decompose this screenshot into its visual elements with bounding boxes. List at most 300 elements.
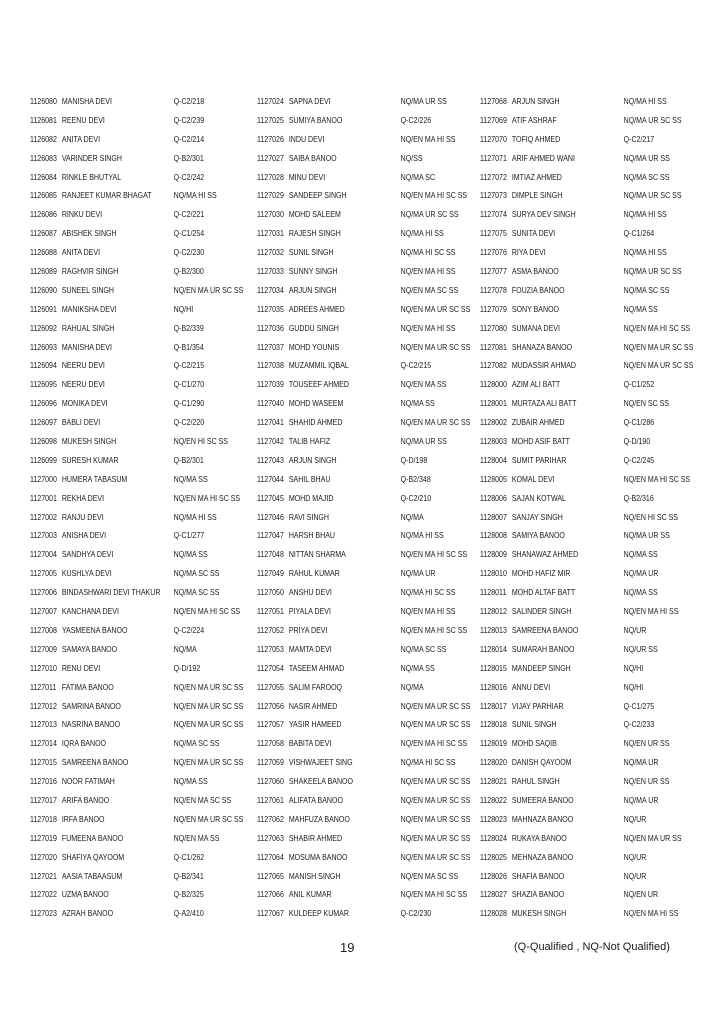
result-status: NQ/MA [400,512,424,522]
result-status: Q-C1/286 [623,418,655,428]
result-row [480,868,669,887]
result-row [480,263,682,282]
result-row [30,565,219,584]
roll-number: 1126086 [30,210,57,220]
candidate-name: MOSUMA BANOO [288,852,348,862]
roll-number: 1128028 [480,909,507,919]
result-row [30,282,244,301]
candidate-name: ALIFATA BANOO [288,795,343,805]
roll-number: 1127033 [257,267,284,277]
result-row [480,357,694,376]
candidate-name: PIYALA DEVI [288,607,331,617]
result-row [480,584,669,603]
roll-number: 1126083 [30,153,57,163]
roll-number: 1127066 [257,890,284,900]
candidate-name: MOHD SALEEM [288,210,341,220]
result-status: Q-C1/264 [623,229,655,239]
result-status: Q-C2/220 [173,418,205,428]
roll-number: 1127077 [480,267,507,277]
roll-number: 1126080 [30,97,57,106]
roll-number: 1127025 [257,115,284,125]
roll-number: 1128025 [480,852,507,862]
candidate-name: NOOR FATIMAH [61,777,115,787]
roll-number: 1127015 [30,758,57,768]
roll-number: 1127017 [30,795,57,805]
result-row [480,93,669,112]
result-row [30,320,219,339]
result-status: NQ/MA SC SS [173,739,220,749]
candidate-name: SURESH KUMAR [61,455,119,465]
result-row [480,754,669,773]
result-status: NQ/EN MA UR SC SS [173,285,244,295]
roll-number: 1128001 [480,399,507,409]
candidate-name: MOHD YOUNIS [288,342,340,352]
candidate-name: MAMTA DEVI [288,644,332,654]
roll-number: 1127027 [257,153,284,163]
candidate-name: GUDDU SINGH [288,323,339,333]
candidate-name: SAMREENA BANOO [61,758,129,768]
result-row [257,565,446,584]
candidate-name: SAHIL BHAU [288,474,331,484]
roll-number: 1127005 [30,569,57,579]
candidate-name: RIYA DEVI [511,248,546,258]
roll-number: 1128021 [480,777,507,787]
candidate-name: VIJAY PARHIAR [511,701,564,711]
candidate-name: SUNNY SINGH [288,267,338,277]
roll-number: 1128024 [480,833,507,843]
roll-number: 1128002 [480,418,507,428]
result-status: NQ/MA SS [623,588,658,598]
candidate-name: HUMERA TABASUM [61,474,128,484]
roll-number: 1126084 [30,172,57,182]
result-status: NQ/MA HI SS [173,512,217,522]
roll-number: 1127021 [30,871,57,881]
result-row [480,735,669,754]
roll-number: 1127080 [480,323,507,333]
result-row [480,830,682,849]
result-row [30,735,219,754]
result-status: NQ/MA UR SS [400,97,447,106]
result-row [30,244,219,263]
candidate-name: MAHFUZA BANOO [288,814,350,824]
roll-number: 1127009 [30,644,57,654]
candidate-name: AZIM ALI BATT [511,380,561,390]
result-status: Q-C1/277 [173,531,205,541]
result-status: NQ/EN MA UR SS [623,833,682,843]
result-status: NQ/MA SS [173,550,208,560]
result-row [30,830,219,849]
roll-number: 1128022 [480,795,507,805]
result-status: Q-C2/217 [623,134,655,144]
result-row [257,301,471,320]
roll-number: 1127073 [480,191,507,201]
candidate-name: RUKAYA BANOO [511,833,567,843]
roll-number: 1127003 [30,531,57,541]
candidate-name: MUDASSIR AHMAD [511,361,576,371]
roll-number: 1127065 [257,871,284,881]
result-status: Q-C1/262 [173,852,205,862]
result-row [480,471,691,490]
candidate-name: RANJEET KUMAR BHAGAT [61,191,152,201]
results-column-2 [257,93,477,924]
candidate-name: BABITA DEVI [288,739,332,749]
roll-number: 1127079 [480,304,507,314]
candidate-name: PRIYA DEVI [288,625,328,635]
roll-number: 1127075 [480,229,507,239]
result-status: Q-B2/339 [173,323,204,333]
roll-number: 1126097 [30,418,57,428]
roll-number: 1127059 [257,758,284,768]
candidate-name: SAJAN KOTWAL [511,493,566,503]
result-row [257,339,471,358]
result-status: NQ/EN MA HI SC SS [173,493,241,503]
result-status: NQ/EN MA SC SS [173,795,232,805]
result-status: NQ/EN MA UR SC SS [400,795,471,805]
result-status: NQ/MA HI SC SS [400,758,456,768]
roll-number: 1127000 [30,474,57,484]
result-status: NQ/UR [623,852,647,862]
result-row [30,414,219,433]
roll-number: 1127020 [30,852,57,862]
result-status: NQ/EN MA UR SC SS [623,361,694,371]
result-row [257,905,446,924]
result-row [480,225,669,244]
roll-number: 1128006 [480,493,507,503]
roll-number: 1127032 [257,248,284,258]
result-row [257,225,446,244]
roll-number: 1127049 [257,569,284,579]
candidate-name: ARJUN SINGH [511,97,560,106]
result-status: NQ/MA HI SS [400,229,444,239]
result-status: NQ/MA HI SS [400,531,444,541]
result-status: NQ/EN HI SC SS [173,437,229,447]
roll-number: 1128008 [480,531,507,541]
result-row [257,830,471,849]
roll-number: 1126089 [30,267,57,277]
result-status: NQ/EN MA HI SC SS [623,474,691,484]
result-status: NQ/MA HI SS [623,248,667,258]
candidate-name: SHABIR AHMED [288,833,343,843]
candidate-name: YASIR HAMEED [288,720,342,730]
roll-number: 1128005 [480,474,507,484]
result-status: NQ/EN MA HI SS [400,267,456,277]
result-row [480,849,669,868]
candidate-name: ZUBAIR AHMED [511,418,565,428]
result-status: NQ/EN HI SC SS [623,512,679,522]
roll-number: 1127036 [257,323,284,333]
candidate-name: TALIB HAFIZ [288,437,331,447]
result-row [480,792,669,811]
candidate-name: SHANAWAZ AHMED [511,550,579,560]
candidate-name: NEERU DEVI [61,361,105,371]
roll-number: 1127050 [257,588,284,598]
roll-number: 1127055 [257,682,284,692]
result-status: NQ/EN MA UR SC SS [173,814,244,824]
result-status: Q-C2/214 [173,134,205,144]
candidate-name: SUMARAH BANOO [511,644,575,654]
result-row [257,603,456,622]
result-row [480,414,669,433]
result-status: NQ/MA UR SC SS [400,210,459,220]
result-status: Q-C2/226 [400,115,432,125]
roll-number: 1127008 [30,625,57,635]
roll-number: 1127034 [257,285,284,295]
candidate-name: MOHD WASEEM [288,399,344,409]
result-status: NQ/EN MA UR SC SS [400,777,471,787]
result-status: NQ/MA SS [623,550,658,560]
roll-number: 1127037 [257,342,284,352]
candidate-name: MANIKSHA DEVI [61,304,117,314]
result-status: NQ/EN MA UR SC SS [400,720,471,730]
result-row [257,414,471,433]
result-status: Q-C2/242 [173,172,205,182]
result-status: Q-B2/341 [173,871,204,881]
candidate-name: ASMA BANOO [511,267,559,277]
candidate-name: MUKESH SINGH [511,909,567,919]
result-row [30,490,241,509]
roll-number: 1127054 [257,663,284,673]
roll-number: 1126098 [30,437,57,447]
result-status: NQ/EN UR [623,890,659,900]
roll-number: 1126081 [30,115,57,125]
result-row [480,244,669,263]
result-row [480,376,669,395]
result-row [480,716,669,735]
result-status: NQ/EN MA HI SC SS [400,625,468,635]
roll-number: 1128014 [480,644,507,654]
result-row [257,376,446,395]
candidate-name: SHAFIYA QAYOOM [61,852,125,862]
roll-number: 1127013 [30,720,57,730]
result-row [30,433,229,452]
result-status: NQ/MA SS [173,777,208,787]
result-row [257,452,446,471]
result-row [257,792,471,811]
candidate-name: SUMEERA BANOO [511,795,574,805]
candidate-name: MEHNAZA BANOO [511,852,574,862]
result-status: NQ/EN MA SS [400,380,447,390]
result-row [480,565,669,584]
result-row [30,584,219,603]
result-row [30,622,219,641]
result-row [30,811,244,830]
candidate-name: REKHA DEVI [61,493,105,503]
candidate-name: RAHUL KUMAR [288,569,340,579]
result-status: NQ/EN MA UR SC SS [400,814,471,824]
roll-number: 1126094 [30,361,57,371]
candidate-name: SUMIYA BANOO [288,115,343,125]
result-status: Q-B2/325 [173,890,204,900]
result-status: NQ/MA UR [400,569,436,579]
result-status: NQ/EN MA HI SC SS [400,191,468,201]
result-row [30,641,219,660]
candidate-name: SONY BANOO [511,304,560,314]
result-status: NQ/MA SC [400,172,436,182]
roll-number: 1128015 [480,663,507,673]
result-status: NQ/UR [623,871,647,881]
roll-number: 1127072 [480,172,507,182]
roll-number: 1127030 [257,210,284,220]
result-status: NQ/MA HI SC SS [400,588,456,598]
result-status: NQ/EN MA HI SS [400,134,456,144]
result-status: Q-C2/221 [173,210,205,220]
result-row [257,754,456,773]
result-row [257,716,471,735]
result-status: NQ/HI [623,663,644,673]
result-row [480,641,669,660]
result-row [480,546,669,565]
result-row [30,716,244,735]
roll-number: 1127019 [30,833,57,843]
candidate-name: RENU DEVI [61,663,101,673]
candidate-name: BINDASHWARI DEVI THAKUR [61,588,161,598]
roll-number: 1127076 [480,248,507,258]
result-status: NQ/MA SC SS [173,588,220,598]
result-status: Q-C2/215 [173,361,205,371]
result-row [257,509,446,528]
result-status: Q-C1/270 [173,380,205,390]
result-row [30,150,219,169]
candidate-name: RAHUL SINGH [511,777,560,787]
result-status: Q-C2/210 [400,493,432,503]
candidate-name: INDU DEVI [288,134,325,144]
candidate-name: RAVI SINGH [288,512,329,522]
result-row [30,112,219,131]
candidate-name: MAHNAZA BANOO [511,814,574,824]
candidate-name: MONIKA DEVI [61,399,108,409]
roll-number: 1127060 [257,777,284,787]
roll-number: 1127052 [257,625,284,635]
candidate-name: SUNIL SINGH [511,720,557,730]
roll-number: 1126096 [30,399,57,409]
result-status: NQ/EN MA HI SC SS [623,323,691,333]
candidate-name: REENU DEVI [61,115,105,125]
result-row [30,603,241,622]
result-status: NQ/EN MA HI SS [623,909,679,919]
candidate-name: TOUSEEF AHMED [288,380,349,390]
result-status: NQ/MA SS [173,474,208,484]
roll-number: 1126085 [30,191,57,201]
result-status: NQ/MA HI SS [623,210,667,220]
roll-number: 1128003 [480,437,507,447]
result-row [480,886,669,905]
candidate-name: ANSHU DEVI [288,588,332,598]
result-status: NQ/EN MA SS [173,833,220,843]
result-status: NQ/MA UR SS [623,153,670,163]
candidate-name: BABLI DEVI [61,418,101,428]
result-status: Q-B1/354 [173,342,204,352]
candidate-name: RAJESH SINGH [288,229,341,239]
roll-number: 1127043 [257,455,284,465]
candidate-name: IQRA BANOO [61,739,107,749]
result-row [480,679,669,698]
roll-number: 1127040 [257,399,284,409]
candidate-name: SURYA DEV SINGH [511,210,576,220]
results-column-3 [480,93,700,924]
result-row [257,112,446,131]
roll-number: 1128018 [480,720,507,730]
result-row [257,471,446,490]
roll-number: 1127007 [30,607,57,617]
result-row [257,320,456,339]
result-status: NQ/MA HI SC SS [400,248,456,258]
roll-number: 1127078 [480,285,507,295]
result-status: Q-B2/316 [623,493,654,503]
result-row [257,490,446,509]
roll-number: 1128010 [480,569,507,579]
result-row [257,150,446,169]
roll-number: 1127018 [30,814,57,824]
candidate-name: SHAZIA BANOO [511,890,565,900]
roll-number: 1128016 [480,682,507,692]
roll-number: 1127022 [30,890,57,900]
roll-number: 1127074 [480,210,507,220]
roll-number: 1127006 [30,588,57,598]
roll-number: 1127042 [257,437,284,447]
candidate-name: ANNU DEVI [511,682,551,692]
candidate-name: ARIFA BANOO [61,795,110,805]
result-status: NQ/EN MA UR SC SS [400,342,471,352]
candidate-name: AASIA TABAASUM [61,871,123,881]
result-row [480,131,669,150]
roll-number: 1127038 [257,361,284,371]
candidate-name: VARINDER SINGH [61,153,122,163]
result-row [30,395,219,414]
roll-number: 1127011 [30,682,57,692]
result-status: Q-C2/233 [623,720,655,730]
candidate-name: UZMA BANOO [61,890,109,900]
roll-number: 1127035 [257,304,284,314]
candidate-name: HARSH BHAU [288,531,335,541]
candidate-name: TOFIQ AHMED [511,134,561,144]
roll-number: 1128013 [480,625,507,635]
candidate-name: FUMEENA BANOO [61,833,124,843]
roll-number: 1127056 [257,701,284,711]
roll-number: 1128011 [480,588,507,598]
result-status: NQ/EN UR SS [623,739,670,749]
roll-number: 1127063 [257,833,284,843]
result-row [30,660,219,679]
result-status: NQ/MA SS [400,399,435,409]
roll-number: 1127082 [480,361,507,371]
roll-number: 1126091 [30,304,57,314]
roll-number: 1127046 [257,512,284,522]
roll-number: 1128019 [480,739,507,749]
result-row [257,849,471,868]
candidate-name: FOUZIA BANOO [511,285,565,295]
result-row [30,792,232,811]
result-row [480,905,679,924]
candidate-name: RANJU DEVI [61,512,104,522]
candidate-name: ADREES AHMED [288,304,345,314]
result-status: NQ/MA UR [623,795,659,805]
candidate-name: ANITA DEVI [61,248,101,258]
result-row [257,206,459,225]
candidate-name: IMTIAZ AHMED [511,172,562,182]
results-column-1 [30,93,250,924]
candidate-name: SUNIL SINGH [288,248,334,258]
result-status: NQ/EN MA UR SC SS [400,701,471,711]
result-row [480,490,669,509]
roll-number: 1128026 [480,871,507,881]
result-status: NQ/MA SS [400,663,435,673]
roll-number: 1128023 [480,814,507,824]
candidate-name: SAMRINA BANOO [61,701,121,711]
candidate-name: TASEEM AHMAD [288,663,345,673]
result-status: NQ/EN MA HI SC SS [400,550,468,560]
roll-number: 1127067 [257,909,284,919]
result-row [30,773,219,792]
